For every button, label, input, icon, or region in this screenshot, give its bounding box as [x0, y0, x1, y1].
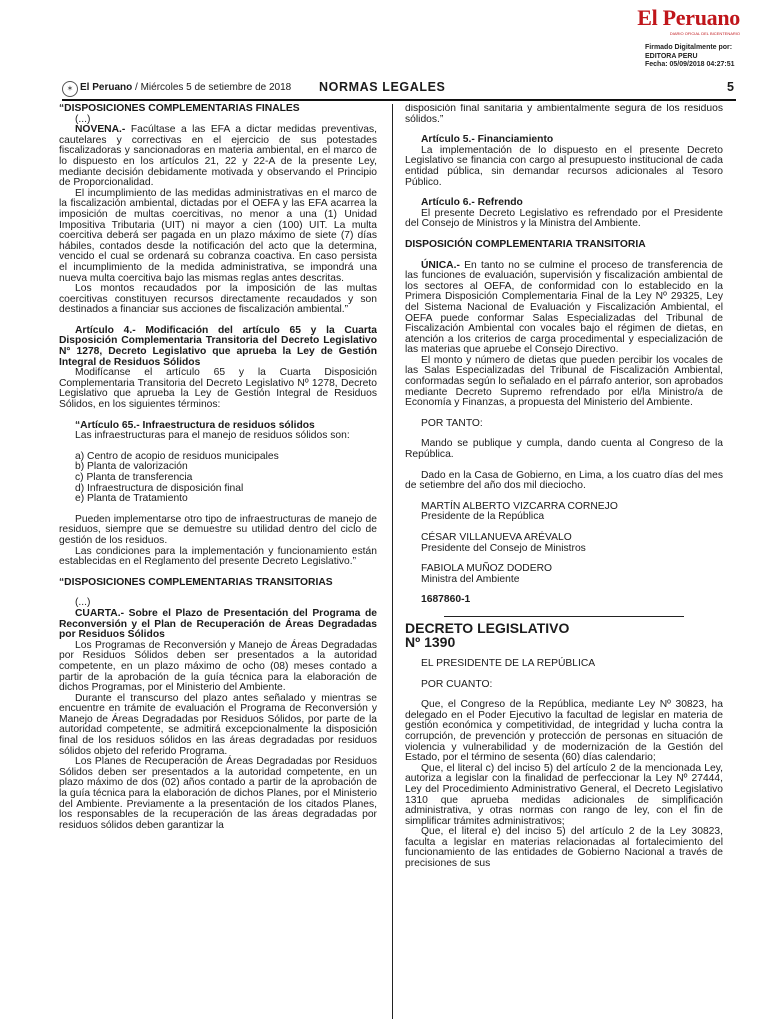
paragraph-text: Artículo 4.- Modificación del artículo 65 y la Cuarta Disposición Complementaria Transitoria del Decreto Legislativo N° 1278, Decreto Legislativo que aprueba la Ley de Gestión Integral de Residuos Sólidos — [59, 324, 377, 368]
spacer — [59, 588, 377, 598]
paragraph-text: Nº 1390 — [405, 633, 456, 650]
paragraph — [59, 189, 377, 284]
paragraph-text: disposición final sanitaria y ambientalmente segura de los residuos sólidos.” — [405, 104, 723, 125]
paragraph — [405, 146, 723, 188]
masthead-logo — [570, 6, 740, 36]
left-column — [59, 104, 377, 1022]
paragraph-text: e) Planta de Tratamiento — [75, 493, 188, 505]
paragraph — [59, 547, 377, 568]
right-column — [405, 104, 723, 1022]
paragraph-text: Artículo 6.- Refrendo — [421, 197, 523, 209]
paragraph — [405, 680, 723, 691]
newspaper-name: El Peruano — [637, 5, 740, 30]
paragraph — [405, 764, 723, 828]
paragraph-lead: ÚNICA.- — [421, 259, 460, 271]
paragraph-text: 1687860-1 — [421, 594, 471, 606]
newspaper-tagline: DIARIO OFICIAL DEL BICENTENARIO — [669, 31, 740, 36]
paragraph-text: EL PRESIDENTE DE LA REPÚBLICA — [421, 657, 596, 669]
paragraph-text: Pueden implementarse otro tipo de infraestructuras de manejo de residuos, siempre que se demuestre su utilidad dentro del ciclo de gestión de los residuos. — [59, 513, 377, 546]
paragraph — [405, 659, 723, 670]
paragraph-text: Los montos recaudados por la imposición de las multas coercitivas constituyen recursos directamente recaudados y son destinados a financiar sus acciones de fiscalización ambiental.” — [59, 283, 377, 316]
column-divider — [392, 104, 393, 1019]
decree-title — [405, 621, 723, 635]
paragraph — [405, 261, 723, 356]
spacer — [405, 606, 723, 616]
paragraph-text: FABIOLA MUÑOZ DODERO — [421, 563, 553, 575]
paragraph-text: CÉSAR VILLANUEVA ARÉVALO — [421, 532, 572, 543]
paragraph-text: b) Planta de valorización — [75, 461, 188, 473]
paragraph — [405, 827, 723, 869]
header-section: NORMAS LEGALES — [319, 80, 446, 94]
paragraph-text: Las infraestructuras para el manejo de residuos sólidos son: — [75, 430, 350, 442]
paragraph-text: MARTÍN ALBERTO VIZCARRA CORNEJO — [421, 500, 618, 512]
paragraph-text: (...) — [75, 597, 91, 609]
paragraph — [59, 326, 377, 368]
paragraph-text: La implementación de lo dispuesto en el presente Decreto Legislativo se financia con cargo al presupuesto institucional de cada entidad pública, sin demandar recursos adicionales al Tesoro Público. — [405, 144, 723, 188]
paragraph-text: Presidente del Consejo de Ministros — [421, 542, 586, 554]
section-heading — [59, 578, 377, 589]
paragraph-text: “Artículo 65.- Infraestructura de residuos sólidos — [75, 419, 315, 431]
paragraph-text: POR CUANTO: — [421, 678, 493, 690]
paragraph-text: Los Planes de Recuperación de Áreas Degradadas por Residuos Sólidos deben ser presentados a la autoridad competente, en un plazo máximo de dos (02) años contado a partir de la aprobación de la guía técnica para la elaboración de dichos Planes, por el Ministerio del Ambiente. Previamente a la presentación de los citados Planes, los responsables de la recuperación de las áreas degradadas por residuos sólidos deben garantizar la — [59, 756, 377, 831]
paragraph-text: Artículo 5.- Financiamiento — [421, 134, 554, 146]
paragraph — [59, 609, 377, 641]
signature-line-3: Fecha: 05/09/2018 04:27:51 — [645, 61, 735, 68]
paragraph — [59, 125, 377, 189]
separator-rule — [444, 616, 684, 617]
paragraph — [405, 471, 723, 492]
paragraph-text: Ministra del Ambiente — [421, 573, 520, 585]
paragraph — [405, 575, 723, 586]
section-heading — [59, 104, 377, 115]
page-header — [62, 79, 736, 101]
paragraph-text: El monto y número de dietas que pueden percibir los vocales de las Salas Especializadas del Tribunal de Fiscalización Ambiental, conformadas según lo señalado en el párrafo anterior, son aprobados mediante Decreto Supremo refrendado por el/la Ministro/a de Economía y Finanzas, a propuesta del Ministerio del Ambiente. — [405, 354, 723, 409]
paragraph — [405, 209, 723, 230]
paragraph-text: DECRETO LEGISLATIVO — [405, 619, 570, 636]
paragraph — [405, 104, 723, 125]
paragraph — [405, 419, 723, 430]
paragraph-text: POR TANTO: — [421, 417, 483, 429]
paragraph — [405, 700, 723, 764]
paragraph-lead: CUARTA.- Sobre el Plazo de Presentación del Programa de Reconversión y el Plan de Recuperación de Áreas Degradadas por Residuos Sólidos — [59, 607, 377, 641]
signature-line-2: EDITORA PERU — [645, 52, 698, 60]
paragraph — [405, 439, 723, 460]
paragraph — [405, 595, 723, 606]
paragraph — [405, 356, 723, 409]
paragraph-text: El presente Decreto Legislativo es refrendado por el Presidente del Consejo de Ministros y la Ministra del Ambiente. — [405, 207, 723, 230]
paragraph — [59, 431, 377, 442]
paragraph — [59, 641, 377, 694]
paragraph-text: Facúltase a las EFA a dictar medidas preventivas, cautelares y correctivas en el ejercicio de sus potestades fiscalizadoras y sancionadoras en materia ambiental, en el marco de lo dispuesto en los artículos 21, 22 y 22-A de la presente Ley, mediante decisión debidamente motivada y observando el Principio de Proporcionalidad. — [59, 124, 377, 189]
paragraph-text: c) Planta de transferencia — [75, 472, 193, 483]
paragraph-text: (...) — [75, 113, 91, 125]
paragraph-text: Presidente de la República — [421, 511, 545, 523]
paragraph — [59, 694, 377, 758]
paragraph-text: “DISPOSICIONES COMPLEMENTARIAS TRANSITORIAS — [59, 576, 333, 588]
paragraph — [59, 284, 377, 316]
section-heading — [405, 240, 723, 251]
paragraph — [405, 512, 723, 523]
paragraph-text: DISPOSICIÓN COMPLEMENTARIA TRANSITORIA — [405, 238, 646, 250]
paragraph-text: Que, el literal c) del inciso 5) del artículo 2 de la mencionada Ley, autoriza a legislar con la finalidad de perfeccionar la Ley Nº 27444, Ley del Procedimiento Administrativo General, el Decreto Legislativo 1310 que aprueba medidas adicionales de simplificación administrativa, y otras normas con rango de ley, con el fin de simplificar trámites administrativos; — [405, 762, 723, 827]
header-issue — [80, 82, 291, 93]
paragraph-text: “DISPOSICIONES COMPLEMENTARIAS FINALES — [59, 104, 300, 114]
paragraph-text: Los Programas de Reconversión y Manejo de Áreas Degradadas por Residuos Sólidos deben ser presentados a la autoridad competente, en un plazo máximo de ocho (08) meses contado a partir de la aprobación de la guía técnica para la elaboración de dichos Programas, por el Ministerio del Ambiente. — [59, 639, 377, 694]
paragraph-text: Mando se publique y cumpla, dando cuenta al Congreso de la República. — [405, 438, 723, 461]
paragraph-text: Las condiciones para la implementación y funcionamiento están establecidas en el Reglamento del presente Decreto Legislativo.” — [59, 545, 377, 568]
paragraph-text: El incumplimiento de las medidas administrativas en el marco de la fiscalización ambiental, dictadas por el OEFA y las EFA acarrea la imposición de multas coercitivas, no menor a una (1) Unidad Impositiva Tributaria (UIT) ni mayor a cien (100) UIT. La multa coercitiva deberá ser pagada en un plazo máximo de siete (7) días hábiles, contados desde la notificación del acto que la determina, vencido el cual se ordenará su cobranza coactiva. En caso persista el incumplimiento de la medida administrativa, se impondrá una nueva multa coercitiva bajo las mismas reglas antes descritas. — [59, 187, 377, 284]
paragraph — [59, 757, 377, 831]
coat-of-arms-icon: ✶ — [62, 81, 78, 97]
decree-title — [405, 635, 723, 649]
page-number: 5 — [727, 80, 734, 94]
paragraph-text: d) Infraestructura de disposición final — [75, 482, 244, 494]
paragraph-text: Dado en la Casa de Gobierno, en Lima, a los cuatro días del mes de setiembre del año dos mil dieciocho. — [405, 469, 723, 492]
paragraph-text: Que, el literal e) del inciso 5) del artículo 2 de la Ley 30823, faculta a legislar en materias relacionadas al fortalecimiento del funcionamiento de las entidades de Gobierno Nacional a través de precisiones de sus — [405, 826, 723, 870]
paragraph-lead: NOVENA.- — [75, 124, 126, 136]
list-item — [59, 494, 377, 505]
paragraph — [59, 515, 377, 547]
paragraph-text: En tanto no se culmine el proceso de transferencia de las funciones de evaluación, supervisión y fiscalización ambiental de los sectores al OEFA, de conformidad con lo establecido en la Primera Disposición Complementaria Final de la Ley Nº 29325, Ley del Sistema Nacional de Evaluación y Fiscalización Ambiental, el OEFA puede conformar Salas Especializadas del Tribunal de Fiscalización Ambiental con vocales bajo el régimen de dietas, en atención a los criterios de carga procedimental y especialización de las materias que apruebe el Consejo Directivo. — [405, 259, 723, 356]
paragraph — [405, 544, 723, 555]
paragraph-text: Que, el Congreso de la República, mediante Ley Nº 30823, ha delegado en el Poder Ejecutivo la facultad de legislar en materia de gestión económica y competitividad, de integridad y lucha contra la corrupción, de prevención y protección de personas en situación de violencia y vulnerabilidad y de modernización de la Gestión del Estado, por el término de sesenta (60) días calendario; — [405, 699, 723, 764]
header-paper-name: El Peruano — [80, 82, 133, 93]
signature-line-1: Firmado Digitalmente por: — [645, 44, 733, 51]
digital-signature — [645, 44, 735, 70]
paragraph-text: Durante el transcurso del plazo antes señalado y mientras se encuentre en trámite de evaluación el Programa de Reconversión y Manejo de Áreas Degradadas por Residuos Sólidos, por parte de la autoridad competente, se admitirá excepcionalmente la disposición final de los residuos sólidos en las áreas degradadas por residuos sólidos objeto del referido Programa. — [59, 692, 377, 757]
paragraph-text: a) Centro de acopio de residuos municipales — [75, 450, 279, 462]
header-date: / Miércoles 5 de setiembre de 2018 — [135, 82, 292, 93]
paragraph-text: Modifícanse el artículo 65 y la Cuarta Disposición Complementaria Transitoria del Decreto Legislativo Nº 1278, Decreto Legislativo que aprueba la Ley de Gestión Integral de Residuos Sólidos, en los siguientes términos: — [59, 367, 377, 411]
paragraph — [59, 368, 377, 410]
